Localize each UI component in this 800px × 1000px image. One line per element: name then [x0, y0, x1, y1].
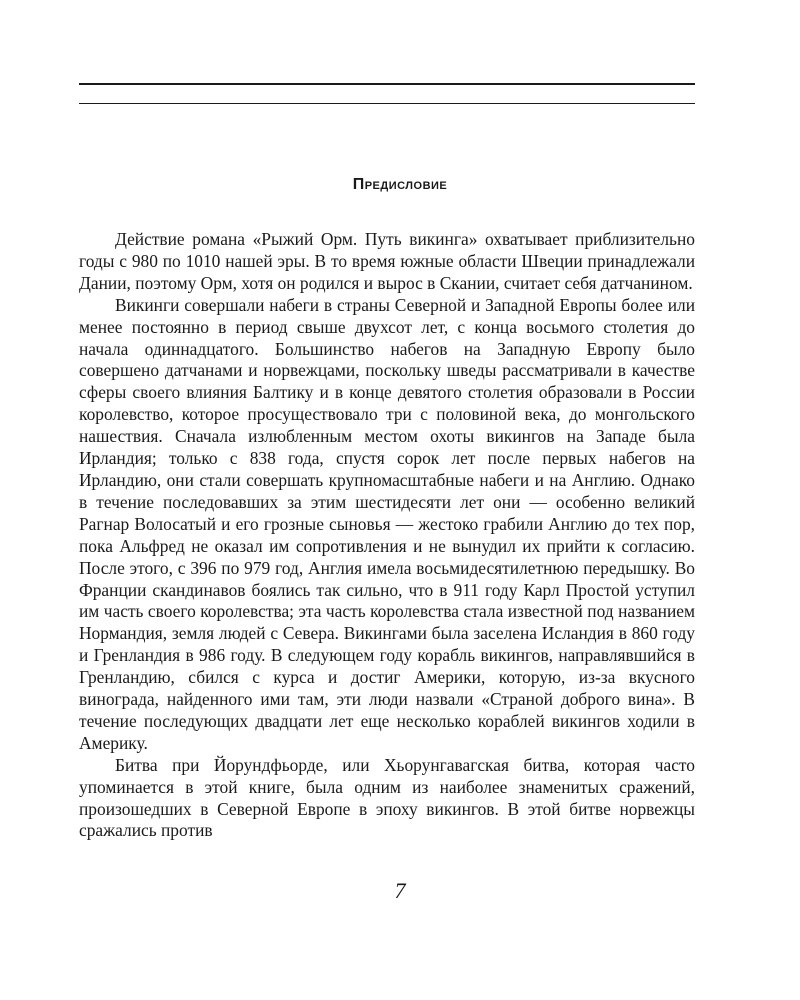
- paragraph-1: Действие романа «Рыжий Орм. Путь викинга» охватывает приблизительно годы с 980 по 1010 нашей эры. В то время южные области Швеции принадлежали Дании, поэтому Орм, хотя он родился и вырос в Скании, считает себя датчанином.: [79, 229, 695, 293]
- body-text: [79, 229, 695, 842]
- header-rule-top: [79, 83, 695, 85]
- paragraph-2: Викинги совершали набеги в страны Северной и Западной Европы более или менее постоянно в период свыше двухсот лет, с конца восьмого столетия до начала одиннадцатого. Большинство набегов на Западную Европу было совершено датчанами и норвежцами, поскольку шведы рассматривали в качестве сферы своего влияния Балтику и в конце девятого столетия образовали в России королевство, которое просуществовало три с половиной века, до монгольского нашествия. Сначала излюбленным местом охоты викингов на Западе была Ирландия; только с 838 года, спустя сорок лет после первых набегов на Ирландию, они стали совершать крупномасштабные набеги и на Англию. Однако в течение последовавших за этим шестидесяти лет они — особенно великий Рагнар Волосатый и его грозные сыновья — жестоко грабили Англию до тех пор, пока Альфред не оказал им сопротивления и не вынудил их прийти к согласию. После этого, с 396 по 979 год, Англия имела восьмидесятилетнюю передышку. Во Франции скандинавов боялись так сильно, что в 911 году Карл Простой уступил им часть своего королевства; эта часть королевства стала известной под названием Нормандия, земля людей с Севера. Викингами была заселена Исландия в 860 году и Гренландия в 986 году. В следующем году корабль викингов, направлявшийся в Гренландию, сбился с курса и достиг Америки, которую, из-за вкусного винограда, найденного ими там, эти люди назвали «Страной доброго вина». В течение последующих двадцати лет еще несколько кораблей викингов ходили в Америку.: [79, 294, 695, 753]
- chapter-title: Предисловие: [352, 176, 448, 193]
- page-number: 7: [394, 878, 406, 903]
- paragraph-3: Битва при Йорундфьорде, или Хьорунгавагская битва, которая часто упоминается в этой книге, была одним из наиболее знаменитых сражений, произошедших в Северной Европе в эпоху викингов. В этой битве норвежцы сражались против: [79, 754, 695, 841]
- header-rule-bottom: [79, 103, 695, 104]
